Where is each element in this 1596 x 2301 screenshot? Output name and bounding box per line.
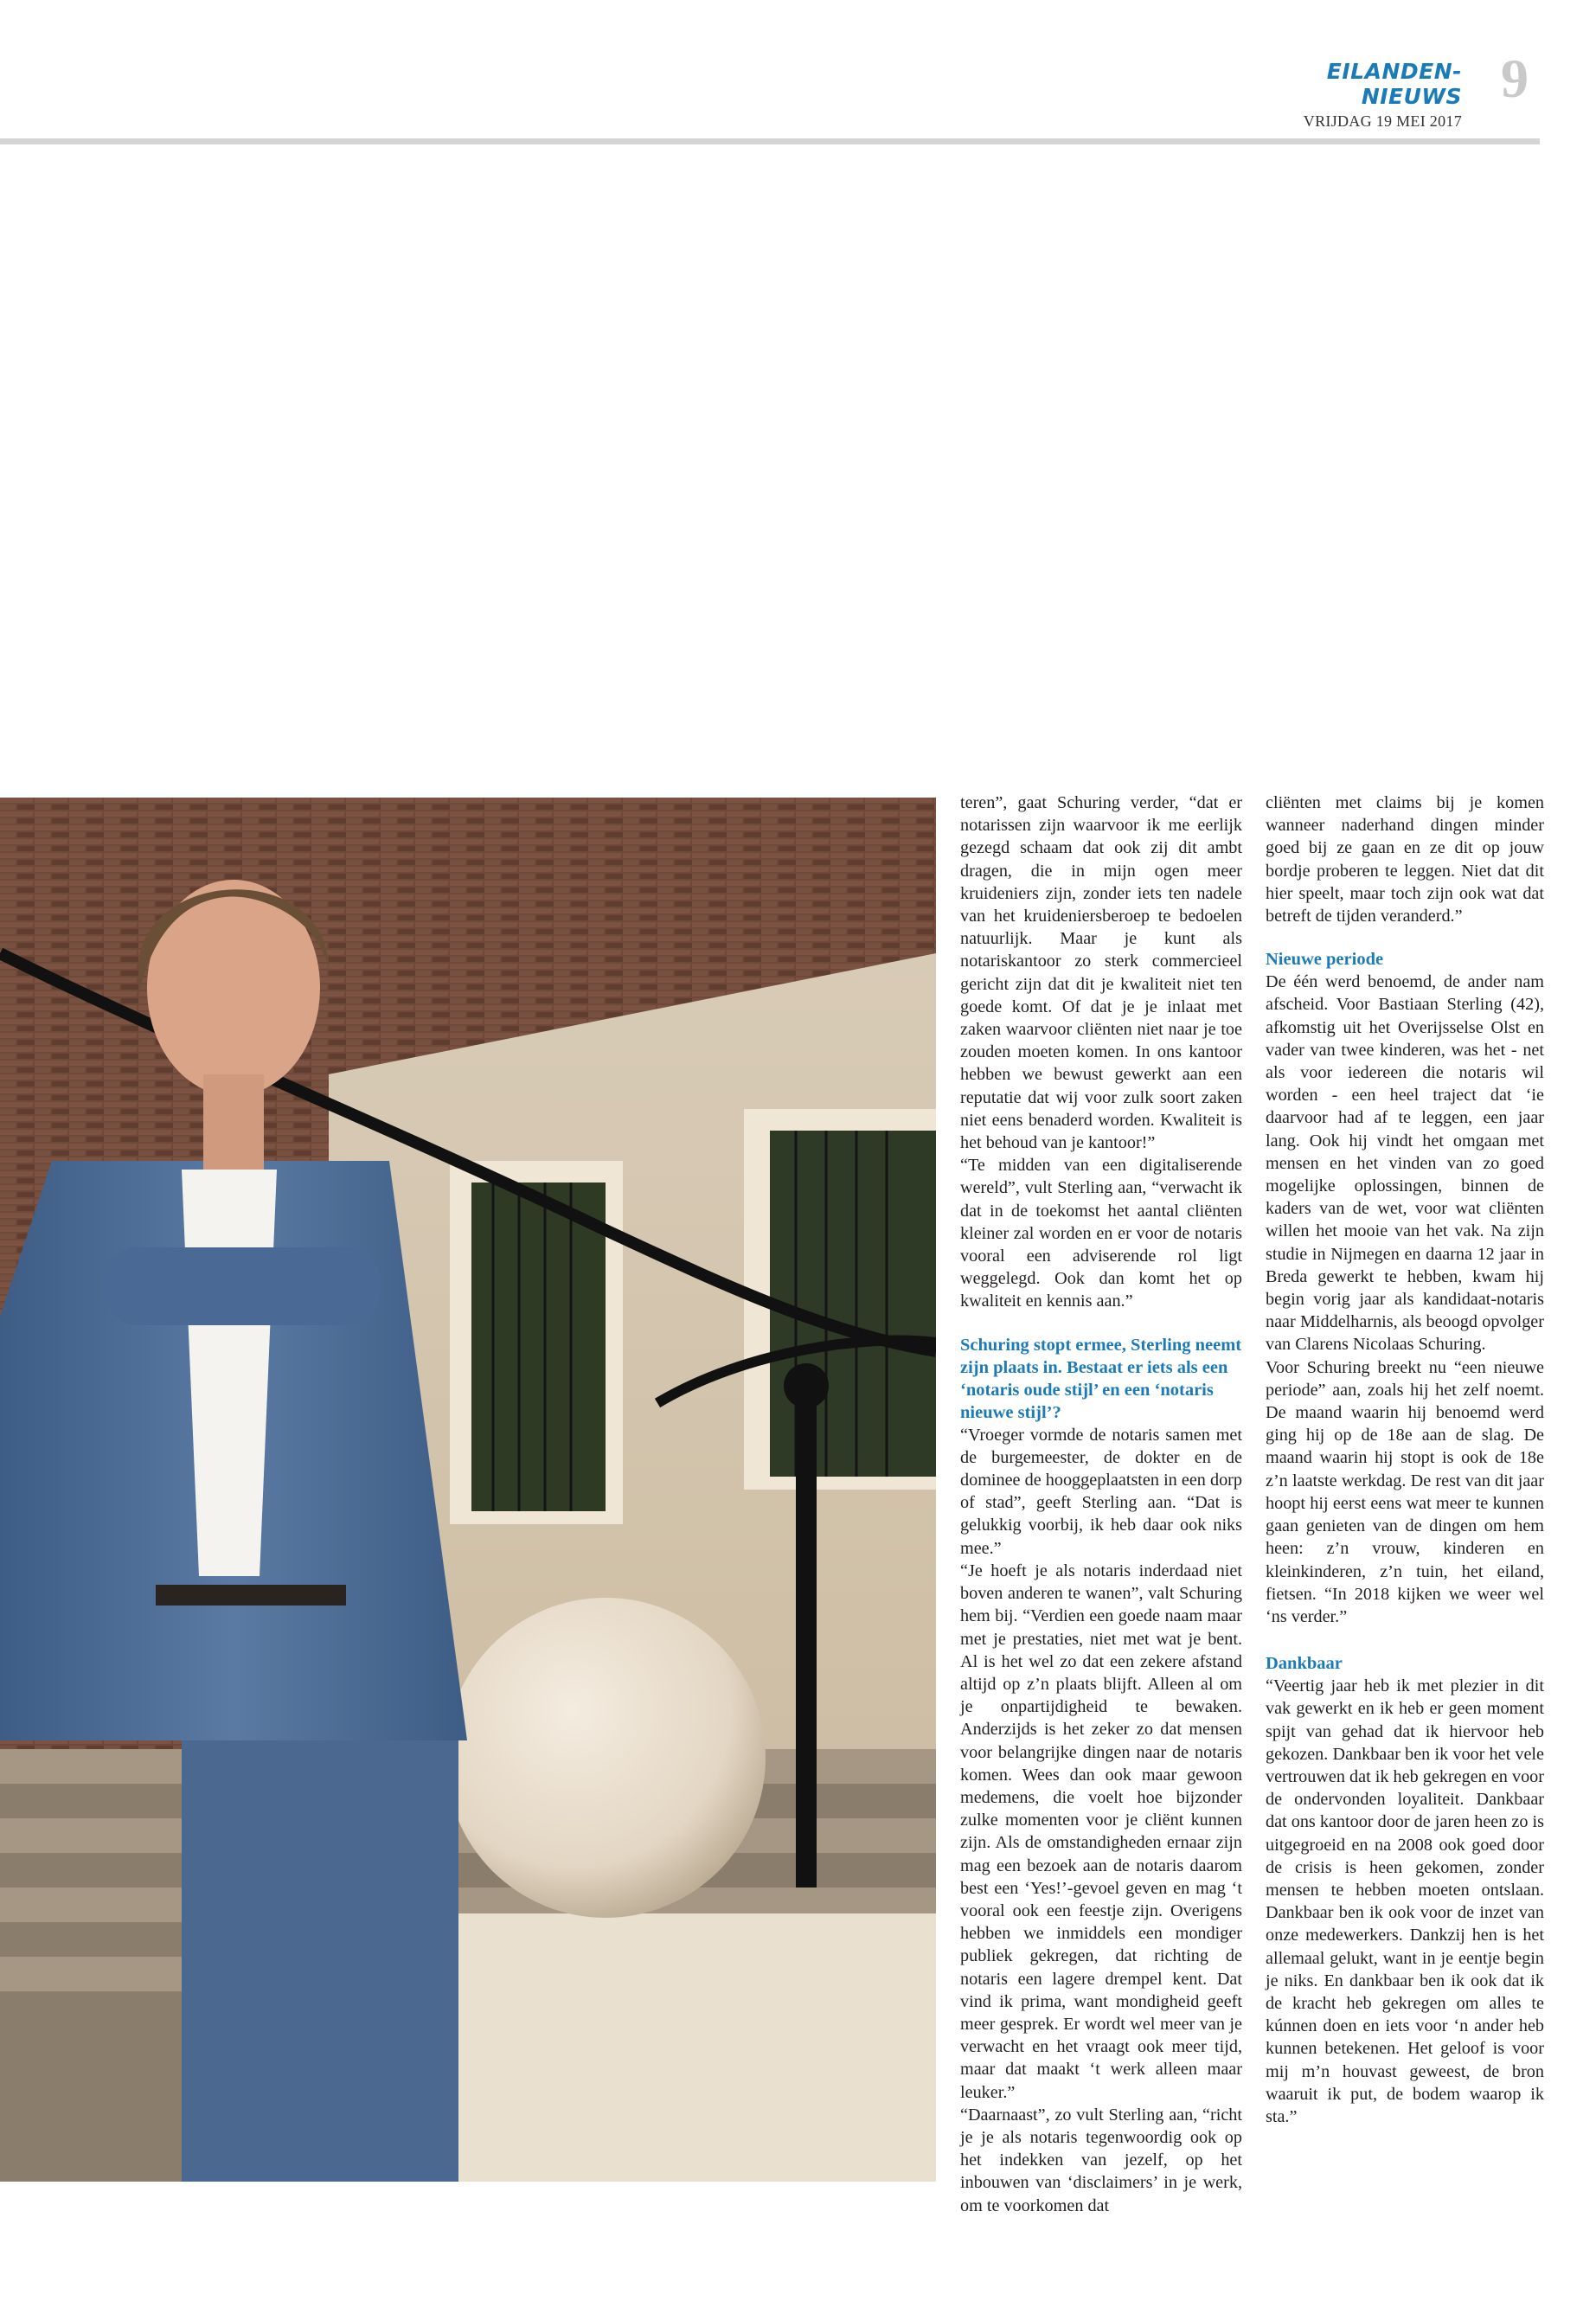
paragraph: teren”, gaat Schuring verder, “dat er notarissen zijn waarvoor ik me eerlijk gezegd schaam dat ook zij dit ambt dragen, die in mijn ogen meer kruideniers zijn, zonder iets ten nadele van het kruideniersberoep te bedoelen natuurlijk. Maar je kunt als notariskantoor zo sterk commercieel gericht zijn dat dit je kwaliteit niet ten goede komt. Of dat je je inlaat met zaken waarvoor cliënten niet naar je toe zouden moeten komen. In ons kantoor hebben we bewust gewerkt aan een reputatie dat wij voor zulk soort zaken niet eens benaderd worden. Kwaliteit is het behoud van je kantoor!” xyxy=(960,793,1242,1153)
photo-portrait-icon xyxy=(0,798,936,2182)
paragraph: Voor Schuring breekt nu “een nieuwe periode” aan, zoals hij het zelf noemt. De maand waarin hij benoemd werd ging hij op de 18e aan de slag. De maand waarin hij stopt is ook de 18e z’n laatste werkdag. De rest van dit jaar hoopt hij eerst eens wat meer te kunnen gaan genieten van de dingen om hem heen: z’n vrouw, kinderen en kleinkinderen, z’n tuin, het eiland, fietsen. “In 2018 kijken we weer wel ‘ns verder.” xyxy=(1266,1357,1544,1626)
paragraph: “Veertig jaar heb ik met plezier in dit vak gewerkt en ik heb er geen moment spijt van gehad dat ik hiervoor heb gekozen. Dankbaar ben ik voor het vele vertrouwen dat ik heb gekregen en voor de ondervonden loyaliteit. Dankbaar dat ons kantoor door de jaren heen zo is uitgegroeid en na 2008 ook goed door de crisis is heen gekomen, zonder mensen te hebben moeten ontslaan. Dankbaar ben ik ook voor de inzet van onze medewerkers. Dankzij hen is het allemaal gelukt, want in je eentje begin je niks. En dankbaar ben ik ook dat ik de kracht heb gekregen om alles te kúnnen doen en iets voor ‘n ander heb kunnen betekenen. Het geloof is voor mij m’n houvast geweest, de bron waaruit ik put, de bodem waarop ik sta.” xyxy=(1266,1676,1544,2126)
paragraph: cliënten met claims bij je komen wanneer naderhand dingen minder goed bij ze gaan en ze dit op jouw bordje proberen te leggen. Niet dat dit hier speelt, maar toch zijn ook wat dat betreft de tijden veranderd.” xyxy=(1266,793,1544,926)
paragraph: De één werd benoemd, de ander nam afscheid. Voor Bastiaan Sterling (42), afkomstig uit het Overijsselse Olst en vader van twee kinderen, was het - net als voor iedereen die notaris wil worden - een heel traject dat ‘ie daarvoor had af te leggen, een jaar lang. Ook hij vindt het omgaan met mensen en het vinden van zo goed mogelijke oplossingen, binnen de kaders van de wet, voor wat cliënten willen het mooie van het vak. Na zijn studie in Nijmegen en daarna 12 jaar in Breda gewerkt te hebben, kwam hij begin vorig jaar als kandidaat-notaris naar Middelharnis, als beoogd opvolger van Clarens Nicolaas Schuring. xyxy=(1266,972,1544,1355)
brand-logo: EILANDEN-NIEUWS xyxy=(1326,59,1462,109)
paragraph: “Je hoeft je als notaris inderdaad niet boven anderen te wanen”, valt Schuring hem bij. “Verdien een goede naam maar met je prestaties, niet met wat je bent. Al is het wel zo dat een zekere afstand altijd op z’n plaats blijft. Alleen al om je onpartijdigheid te bewaken. Anderzijds is het zeker zo dat mensen voor belangrijke dingen naar de notaris komen. Wees dan ook maar gewoon medemens, die voelt hoe bijzonder zulke momenten voor je cliënt kunnen zijn. Als de omstandigheden ernaar zijn mag een bezoek aan de notaris daarom best een ‘Yes!’-gevoel geven en mag ‘t vooral ook een feestje zijn. Overigens hebben we inmiddels een mondiger publiek gekregen, dat richting de notaris een lagere drempel kent. Dat vind ik prima, want mondigheid geeft meer gesprek. Er wordt wel meer van je verwacht en het vraagt ook meer tijd, maar dat maakt ‘t werk alleen maar leuker.” xyxy=(960,1561,1242,2102)
masthead xyxy=(1246,59,1462,131)
subheading-dankbaar: Dankbaar xyxy=(1266,1654,1343,1674)
header-rule xyxy=(0,138,1540,144)
issue-date: VRIJDAG 19 MEI 2017 xyxy=(1303,112,1462,130)
article-column-2 xyxy=(1266,792,1544,2128)
paragraph: “Vroeger vormde de notaris samen met de burgemeester, de dokter en de dominee de hooggeplaatsten in een dorp of stad”, geeft Sterling aan. “Dat is gelukkig voorbij, ik heb daar ook niks mee.” xyxy=(960,1425,1242,1558)
article-column-1 xyxy=(960,792,1242,2217)
paragraph: “Daarnaast”, zo vult Sterling aan, “richt je je als notaris tegenwoordig ook op het indekken van jezelf, op het inbouwen van ‘disclaimers’ in je werk, om te voorkomen dat xyxy=(960,2105,1242,2215)
subheading-nieuwe-periode: Nieuwe periode xyxy=(1266,950,1384,970)
article-photo xyxy=(0,798,936,2182)
paragraph: “Te midden van een digitaliserende wereld”, vult Sterling aan, “verwacht ik dat in de toekomst het aantal cliënten kleiner zal worden en er voor de notaris vooral een adviserende rol ligt weggelegd. Ook dan komt het op kwaliteit en kennis aan.” xyxy=(960,1156,1242,1311)
interview-question: Schuring stopt ermee, Sterling neemt zijn plaats in. Bestaat er iets als een ‘notaris oude stijl’ en een ‘notaris nieuwe stijl’? xyxy=(960,1335,1242,1422)
page-number: 9 xyxy=(1501,48,1529,109)
